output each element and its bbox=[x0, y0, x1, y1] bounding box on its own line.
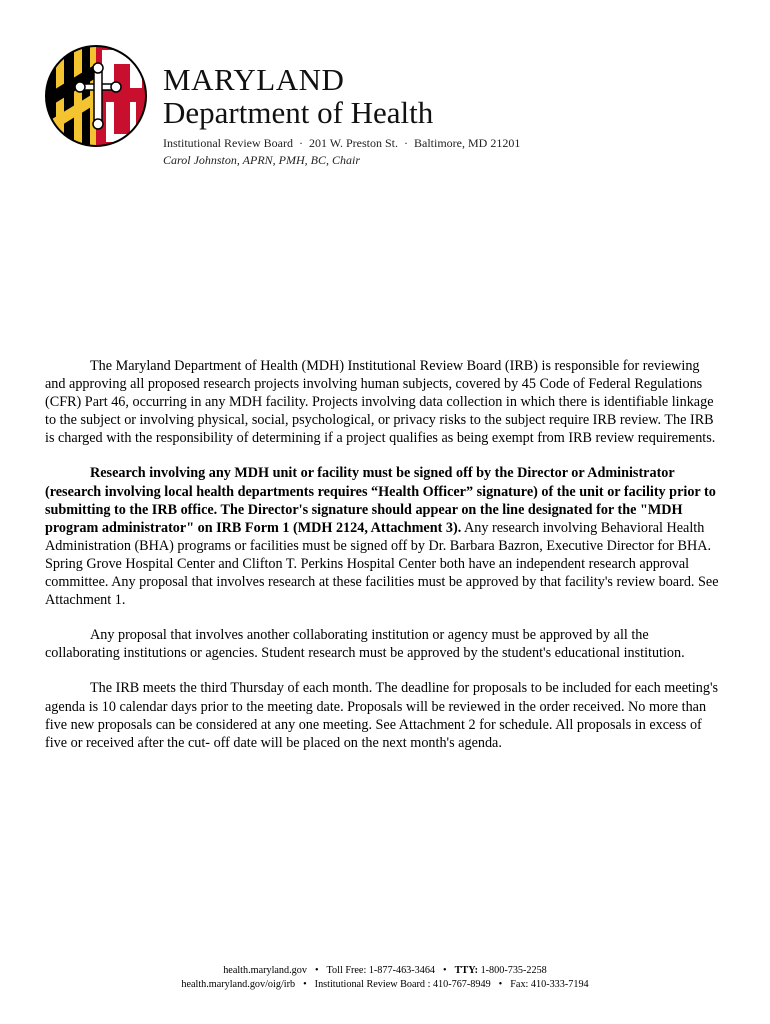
city-address: Baltimore, MD 21201 bbox=[414, 136, 521, 150]
paragraph-signoff-requirements bbox=[45, 464, 721, 609]
department-name: Department of Health bbox=[163, 95, 434, 130]
footer-bullet: • bbox=[303, 979, 307, 990]
street-address: 201 W. Preston St. bbox=[308, 136, 398, 150]
footer-bullet: • bbox=[314, 965, 319, 976]
signoff-bold-text: Research involving any MDH unit or facility must be signed off by the Director or Administrator (research involving local health departments requires “Health Officer” signature) of the unit or facility prior to submitting to the IRB office. The Director's signature should appear on the line designated for the "MDH program administrator" on IRB Form 1 (MDH 2124, Attachment 3). bbox=[45, 465, 716, 536]
office-address bbox=[163, 136, 520, 151]
chair-line: Carol Johnston, APRN, PMH, BC, Chair bbox=[163, 153, 361, 167]
paragraph-meeting-schedule: The IRB meets the third Thursday of each month. The deadline for proposals to be included for each meeting's agenda is 10 calendar days prior to the meeting date. Proposals will be reviewed in the order received. No more than five new proposals can be considered at any one meeting. See Attachment 2 for schedule. All proposals in excess of five or received after the cut- off date will be placed on the next month's agenda. bbox=[45, 680, 719, 751]
board-name: Institutional Review Board bbox=[163, 136, 293, 150]
irb-website-link[interactable]: health.maryland.gov/oig/irb bbox=[181, 979, 296, 990]
paragraph-collaborating-institutions: Any proposal that involves another collaborating institution or agency must be approved by all the collaborating institutions or agencies. Student research must be approved by the student's educational institution. bbox=[45, 627, 685, 662]
page-footer bbox=[0, 964, 770, 992]
footer-website-link[interactable]: health.maryland.gov bbox=[223, 965, 307, 976]
footer-bullet: • bbox=[498, 979, 503, 990]
state-name: MARYLAND bbox=[163, 62, 345, 97]
irb-phone: Institutional Review Board : 410-767-8949 bbox=[314, 979, 491, 990]
address-separator: · bbox=[404, 136, 408, 150]
footer-line-2 bbox=[0, 978, 770, 992]
address-separator: · bbox=[298, 136, 303, 150]
letterhead bbox=[44, 44, 734, 184]
tty-number: 1-800-735-2258 bbox=[480, 965, 547, 976]
toll-free-number: Toll Free: 1-877-463-3464 bbox=[326, 965, 436, 976]
paragraph-irb-responsibility: The Maryland Department of Health (MDH) Institutional Review Board (IRB) is responsible for reviewing and approving all proposed research projects involving human subjects, covered by 45 Code of Federal Regulations (CFR) Part 46, occurring in any MDH facility. Projects involving data collection in which there is identifiable linkage to the subject or involving physical, social, psychological, or privacy risks to the subject require IRB review. The IRB is charged with the responsibility of determining if a project qualifies as being exempt from IRB review requirements. bbox=[45, 358, 716, 447]
maryland-seal-logo bbox=[44, 44, 148, 148]
signoff-regular-text: Any research involving Behavioral Health Administration (BHA) programs or facilities must be signed off by Dr. Barbara Bazron, Executive Director for BHA. Spring Grove Hospital Center and Clifton T. Perkins Hospital Center both have an independent research approval committee. Any proposal that involves research at these facilities must be approved by that facility's review board. See Attachment 1. bbox=[45, 519, 719, 609]
tty-label: TTY: bbox=[454, 965, 479, 976]
fax-number: Fax: 410-333-7194 bbox=[510, 979, 589, 990]
footer-bullet: • bbox=[443, 965, 447, 976]
letter-body bbox=[45, 357, 721, 769]
organization-block bbox=[163, 64, 520, 168]
footer-line-1 bbox=[0, 964, 770, 978]
